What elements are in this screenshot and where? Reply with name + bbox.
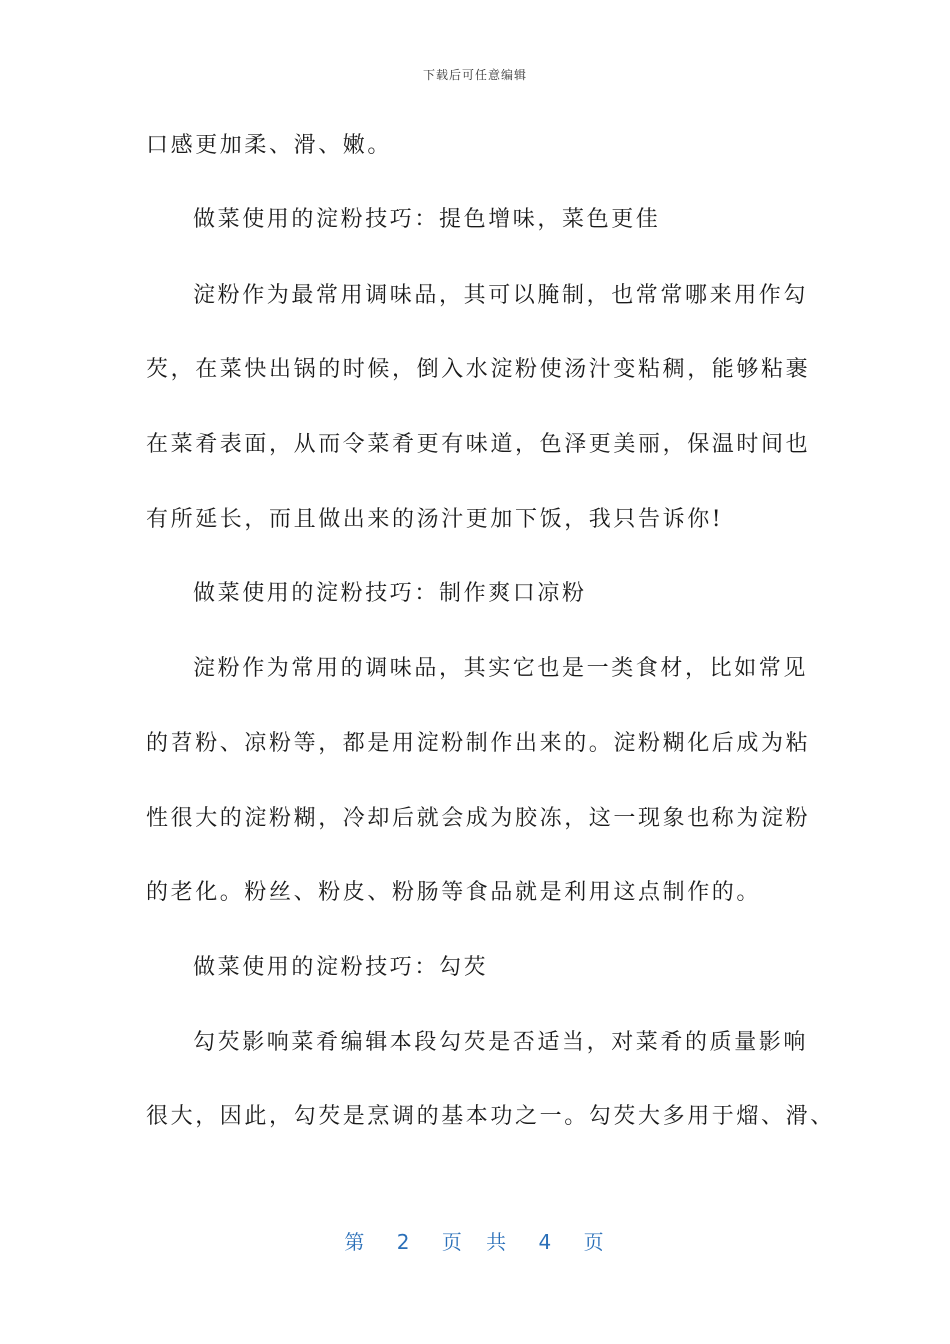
body-line-9: 的苕粉、凉粉等，都是用淀粉制作出来的。淀粉糊化后成为粘 [146, 731, 811, 756]
footer-suffix: 页 [583, 1230, 606, 1254]
section-heading-jelly: 做菜使用的淀粉技巧：制作爽口凉粉 [193, 581, 587, 606]
body-line-14: 很大，因此，勾芡是烹调的基本功之一。勾芡大多用于熘、滑、 [146, 1104, 835, 1129]
body-line-8: 淀粉作为常用的调味品，其实它也是一类食材，比如常见 [193, 656, 809, 681]
body-line-6: 有所延长，而且做出来的汤汁更加下饭，我只告诉你! [146, 507, 724, 532]
current-page-number: 2 [396, 1230, 412, 1254]
body-line-13: 勾芡影响菜肴编辑本段勾芡是否适当，对菜肴的质量影响 [193, 1030, 809, 1055]
body-line-10: 性很大的淀粉糊，冷却后就会成为胶冻，这一现象也称为淀粉 [146, 806, 811, 831]
page-header: 下载后可任意编辑 [422, 68, 527, 82]
section-heading-thicken: 做菜使用的淀粉技巧：勾芡 [193, 955, 489, 980]
total-page-number: 4 [538, 1230, 554, 1254]
body-line-4: 芡，在菜快出锅的时候，倒入水淀粉使汤汁变粘稠，能够粘裹 [146, 357, 811, 382]
page-footer [0, 1226, 950, 1255]
body-line-1: 口感更加柔、滑、嫩。 [146, 133, 393, 158]
footer-prefix: 第 [344, 1230, 367, 1254]
body-line-11: 的老化。粉丝、粉皮、粉肠等食品就是利用这点制作的。 [146, 880, 762, 905]
body-line-3: 淀粉作为最常用调味品，其可以腌制，也常常哪来用作勾 [193, 283, 809, 308]
body-line-5: 在菜肴表面，从而令菜肴更有味道，色泽更美丽，保温时间也 [146, 432, 811, 457]
footer-middle: 页 共 [441, 1230, 509, 1254]
section-heading-color: 做菜使用的淀粉技巧：提色增味，菜色更佳 [193, 207, 661, 232]
